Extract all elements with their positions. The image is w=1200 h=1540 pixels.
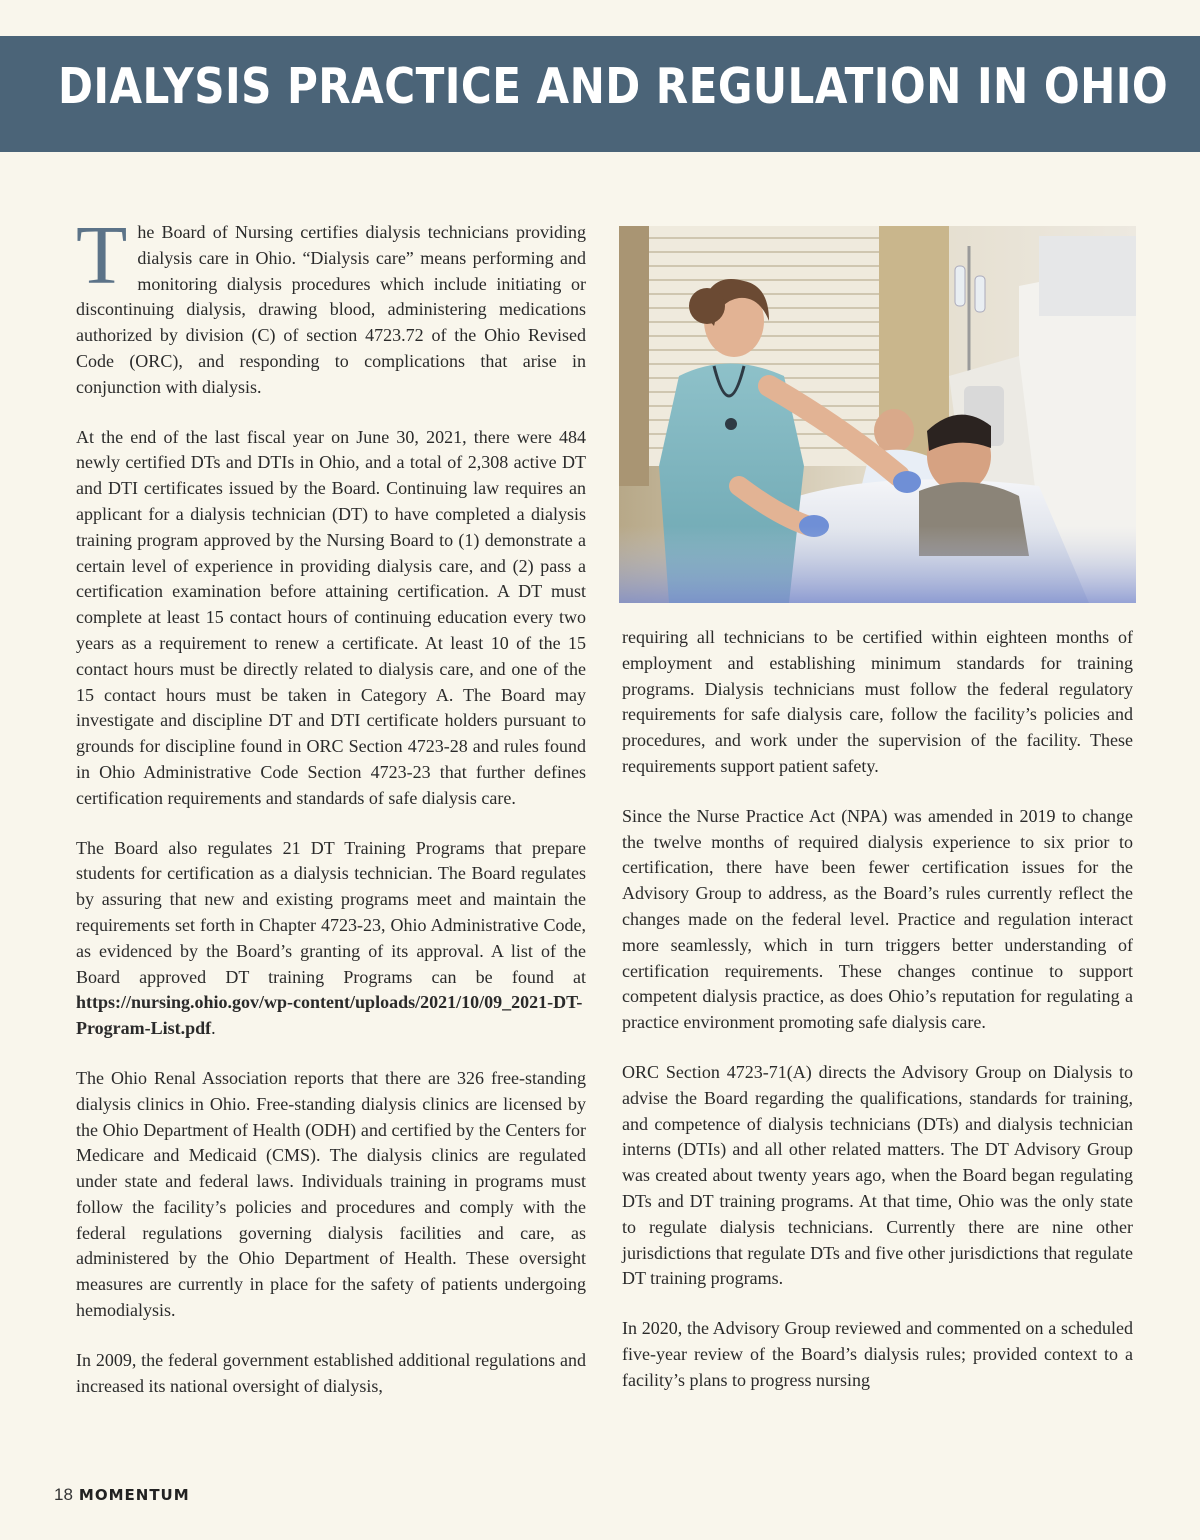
- paragraph-intro: [76, 209, 586, 401]
- paragraph-federal: In 2009, the federal government established additional regulations and increased its national oversight of dialysis,: [76, 1349, 586, 1396]
- paragraph-npa: Since the Nurse Practice Act (NPA) was amended in 2019 to change the twelve months of required dialysis experience to six prior to certification, there have been fewer certification issues for the Advisory Group to address, as the Board’s rules currently reflect the changes made on the federal level. Practice and regulation interact more seamlessly, which in turn triggers better understanding of certification requirements. These changes continue to support competent dialysis practice, as does Ohio’s reputation for regulating a practice environment promoting safe dialysis care.: [622, 805, 1133, 1033]
- paragraph-statistics: At the end of the last fiscal year on June 30, 2021, there were 484 newly certified DTs and DTIs in Ohio, and a total of 2,308 active DT and DTI certificates issued by the Board. Continuing law requires an applicant for a dialysis technician (DT) to have completed a dialysis training program approved by the Nursing Board to (1) demonstrate a certain level of experience in providing dialysis care, and (2) pass a certification examination before attaining certification. A DT must complete at least 15 contact hours of continuing education every two years as a requirement to renew a certificate. At least 10 of the 15 contact hours must be directly related to dialysis care, and one of the 15 contact hours must be taken in Category A. The Board may investigate and discipline DT and DTI certificate holders pursuant to grounds for discipline found in ORC Section 4723-28 and rules found in Ohio Administrative Code Section 4723-23 that further defines certification requirements and standards of safe dialysis care.: [76, 426, 586, 808]
- paragraph-2020-review: In 2020, the Advisory Group reviewed and commented on a scheduled five-year review of the Board’s dialysis rules; provided context to a facility’s plans to progress nursing: [622, 1318, 1133, 1390]
- intro-text: he Board of Nursing certifies dialysis technicians providing dialysis care in Ohio. “Dialysis care” means performing and monitoring dialysis procedures which include initiating or discontinuing dialysis, drawing blood, administering medications authorized by division (C) of section 4723.72 of the Ohio Revised Code (ORC), and responding to complications that arise in conjunction with dialysis.: [76, 222, 586, 397]
- page-number: 18: [54, 1485, 73, 1504]
- paragraph-advisory-group: ORC Section 4723-71(A) directs the Advisory Group on Dialysis to advise the Board regarding the qualifications, standards for training, and competence of dialysis technicians (DTs) and dialysis technician interns (DTIs) and all other related matters. The DT Advisory Group was created about twenty years ago, when the Board began regulating DTs and DT training programs. At that time, Ohio was the only state to regulate dialysis technicians. Currently there are nine other jurisdictions that regulate DTs and five other jurisdictions that regulate DT training programs.: [622, 1061, 1133, 1289]
- publication-name: MOMENTUM: [78, 1486, 190, 1504]
- page-title: DIALYSIS PRACTICE AND REGULATION IN OHIO: [58, 58, 1169, 115]
- training-programs-text: The Board also regulates 21 DT Training Programs that prepare students for certification as a dialysis technician. The Board regulates by assuring that new and existing programs meet and maintain the requirements set forth in Chapter 4723-23, Ohio Administrative Code, as evidenced by the Board’s granting of its approval. A list of the Board approved DT training Programs can be found at: [76, 837, 586, 987]
- program-list-link[interactable]: https://nursing.ohio.gov/wp-content/uploads/2021/10/09_2021-DT-Program-List.pdf: [76, 992, 583, 1039]
- left-column: [76, 209, 586, 1423]
- training-programs-end: .: [211, 1018, 216, 1039]
- paragraph-requirements: requiring all technicians to be certified within eighteen months of employment and establishing minimum standards for training programs. Dialysis technicians must follow the federal regulatory requirements for safe dialysis care, follow the facility’s policies and procedures, and work under the supervision of the facility. These requirements support patient safety.: [622, 627, 1133, 776]
- paragraph-clinics: The Ohio Renal Association reports that there are 326 free-standing dialysis clinics in Ohio. Free-standing dialysis clinics are licensed by the Ohio Department of Health (ODH) and certified by the Centers for Medicare and Medicaid (CMS). The dialysis clinics are regulated under state and federal laws. Individuals training in programs must follow the facility’s policies and procedures and comply with the federal regulations governing dialysis facilities and care, as administered by the Ohio Department of Health. These oversight measures are currently in place for the safety of patients undergoing hemodialysis.: [76, 1067, 586, 1321]
- right-column: [622, 625, 1133, 1418]
- paragraph-training-programs: [76, 836, 586, 1042]
- dialysis-photo: [619, 226, 1136, 603]
- drop-cap: T: [76, 209, 128, 302]
- page-footer: [54, 1485, 190, 1505]
